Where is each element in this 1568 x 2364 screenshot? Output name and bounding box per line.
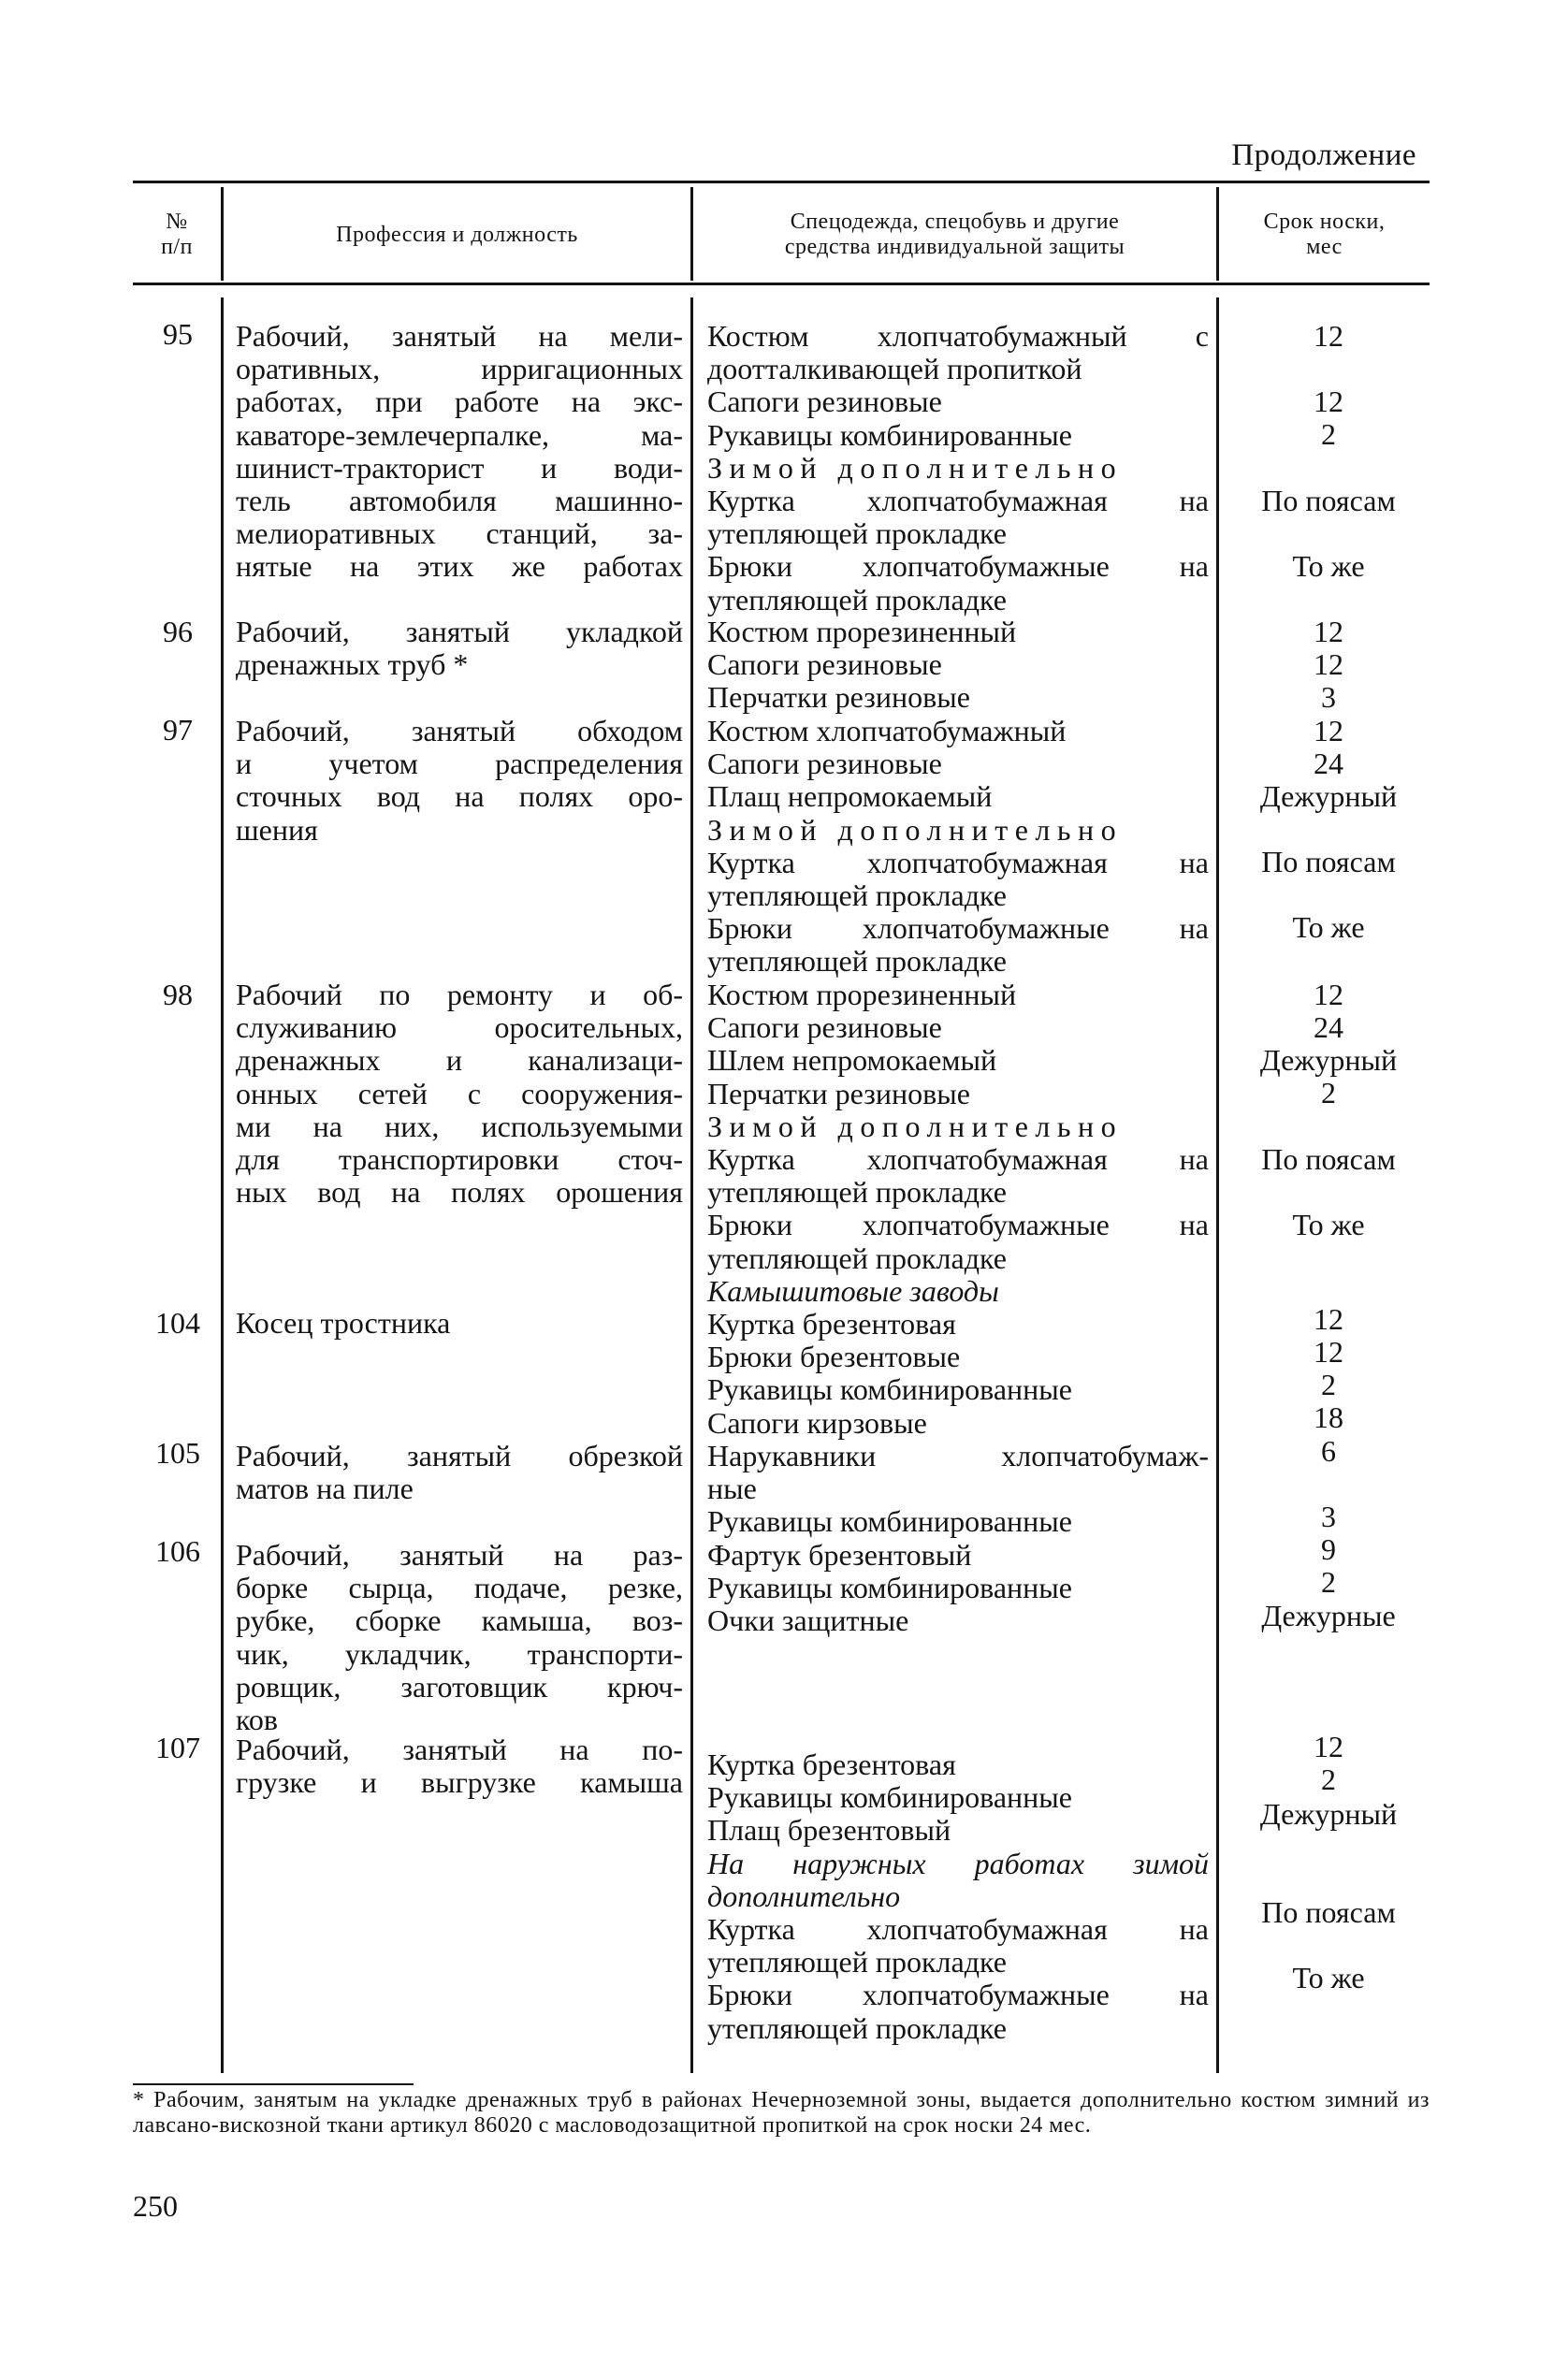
header-equipment — [693, 187, 1216, 283]
row-107-equipment-line: дополнительно — [707, 1878, 901, 1913]
row-97-profession — [236, 715, 683, 847]
row-106-equipment-line: Рукавицы комбинированные — [707, 1571, 1072, 1605]
row-95-profession-line: оративных, ирригационных — [236, 352, 683, 386]
row-107-equipment-line: Брюки хлопчатобумажные на — [707, 1978, 1209, 2012]
row-105-equipment-line: Рукавицы комбинированные — [707, 1504, 1072, 1539]
row-95-equipment-line: утепляющей прокладке — [707, 582, 1007, 616]
row-96-term: 3 — [1321, 680, 1336, 714]
row-96-equipment-line: Сапоги резиновые — [707, 647, 942, 682]
row-97-equipment — [707, 715, 1209, 979]
header-profession-text: Профессия и должность — [336, 222, 578, 247]
row-98-equipment-line: Куртка хлопчатобумажная на — [707, 1142, 1209, 1177]
row-95-profession-line: тель автомобиля машинно- — [236, 484, 683, 518]
row-107-number: 107 — [155, 1731, 200, 1764]
row-96-number: 96 — [163, 615, 193, 648]
row-98-term: 12 — [1314, 978, 1343, 1011]
row-98-profession-line: ных вод на полях орошения — [236, 1175, 683, 1210]
row-95-equipment-line: утепляющей прокладке — [707, 516, 1007, 551]
row-97-equipment-line: Сапоги резиновые — [707, 747, 942, 781]
row-97-term: По поясам — [1261, 845, 1396, 878]
footnote: * Рабочим, занятым на укладке дренажных труб в районах Нечерноземной зоны, выдается дополнительно костюм зимний из лавсано-вискозной ткани артикул 86020 с масловодозащитной пропиткой на срок носки 24 мес. — [133, 2088, 1430, 2138]
row-95-equipment-line: доотталкивающей пропиткой — [707, 352, 1082, 386]
row-105-equipment-line: ные — [707, 1472, 757, 1506]
row-106-number: 106 — [155, 1534, 200, 1568]
row-98-profession-line: онных сетей с сооружения- — [236, 1076, 683, 1110]
row-104-equipment-line: Куртка брезентовая — [707, 1307, 956, 1341]
row-95-profession-line: Рабочий, занятый на мели- — [236, 319, 683, 353]
row-104-term: 18 — [1314, 1400, 1343, 1434]
row-97-equipment-line: Костюм хлопчатобумажный — [707, 714, 1067, 747]
header-number-line-1: № — [166, 210, 188, 234]
row-95-equipment-line: Брюки хлопчатобумажные на — [707, 549, 1209, 584]
row-104-term: 2 — [1321, 1368, 1336, 1401]
row-105-term: 6 — [1321, 1434, 1336, 1468]
row-106-term: Дежурные — [1261, 1599, 1396, 1632]
row-98-equipment-line: Брюки хлопчатобумажные на — [707, 1208, 1209, 1242]
row-106-term: 9 — [1321, 1532, 1336, 1566]
row-107-equipment-line: На наружных работах зимой — [707, 1846, 1209, 1880]
row-98-number: 98 — [163, 978, 193, 1011]
header-equipment-line-2: средства индивидуальной защиты — [784, 235, 1125, 259]
header-term — [1219, 187, 1430, 283]
row-104-profession-line: Косец тростника — [236, 1306, 451, 1340]
row-107-term: По поясам — [1261, 1895, 1396, 1929]
body-divider-2 — [690, 297, 693, 2073]
row-95-equipment-line: Куртка хлопчатобумажная на — [707, 484, 1209, 518]
row-107-equipment-line: Рукавицы комбинированные — [707, 1780, 1072, 1815]
row-104-term: 12 — [1314, 1335, 1343, 1369]
row-106-profession-line: борке сырца, подаче, резке, — [236, 1571, 683, 1605]
row-104-equipment-line: Сапоги кирзовые — [707, 1405, 927, 1440]
row-106-profession — [236, 1539, 683, 1736]
footnote-rule — [133, 2083, 414, 2085]
row-104-equipment-line: Брюки брезентовые — [707, 1340, 961, 1374]
row-98-term: 2 — [1321, 1076, 1336, 1109]
row-97-equipment-line: Куртка хлопчатобумажная на — [707, 845, 1209, 879]
row-106-profession-line: Рабочий, занятый на раз- — [236, 1538, 683, 1572]
header-term-line-1: Срок носки, — [1263, 210, 1386, 234]
row-107-equipment-line: утепляющей прокладке — [707, 2010, 1007, 2045]
row-98-profession-line: для транспортировки сточ- — [236, 1142, 683, 1177]
row-106-profession-line: ков — [236, 1703, 279, 1737]
row-106-equipment — [707, 1539, 1209, 1638]
row-107-equipment-line: Куртка хлопчатобумажная на — [707, 1912, 1209, 1947]
row-95-equipment-line: Костюм хлопчатобумажный с — [707, 319, 1209, 353]
row-95-term: По поясам — [1261, 484, 1396, 517]
row-104-term: 12 — [1314, 1302, 1343, 1336]
row-98-term: По поясам — [1261, 1142, 1396, 1176]
row-98-equipment-line: Перчатки резиновые — [707, 1076, 970, 1110]
row-107-equipment — [707, 1748, 1209, 2045]
row-96-term: 12 — [1314, 615, 1343, 648]
row-95-term: 2 — [1321, 417, 1336, 451]
row-97-equipment-line: Плащ непромокаемый — [707, 779, 993, 814]
row-98-term: 24 — [1314, 1010, 1343, 1044]
row-98-equipment-line: Костюм прорезиненный — [707, 978, 1017, 1011]
row-104-equipment-line: Рукавицы комбинированные — [707, 1372, 1072, 1407]
body-divider-3 — [1216, 297, 1219, 2073]
row-106-equipment-line: Фартук брезентовый — [707, 1538, 972, 1572]
row-107-profession — [236, 1733, 683, 1799]
body-divider-1 — [221, 297, 224, 2073]
row-107-term: Дежурный — [1259, 1797, 1398, 1831]
row-105-equipment-line: Нарукавники хлопчатобумаж- — [707, 1439, 1209, 1472]
row-105-profession-line: матов на пиле — [236, 1472, 414, 1506]
row-107-profession-line: грузке и выгрузке камыша — [236, 1765, 683, 1800]
row-107-term: 12 — [1314, 1730, 1343, 1763]
row-107-equipment-line: Куртка брезентовая — [707, 1748, 956, 1781]
row-97-profession-line: шения — [236, 812, 318, 847]
row-98-profession-line: служиванию оросительных, — [236, 1010, 683, 1045]
row-95-number: 95 — [163, 317, 193, 351]
row-95-equipment — [707, 320, 1209, 616]
row-97-profession-line: и учетом распределения — [236, 747, 683, 781]
row-105-term: 3 — [1321, 1500, 1336, 1533]
row-97-equipment-line: утепляющей прокладке — [707, 878, 1007, 913]
table-top-rule — [133, 181, 1430, 183]
row-96-profession — [236, 616, 683, 681]
row-95-profession-line: каваторе-землечерпалке, ма- — [236, 417, 683, 452]
row-107-term: 2 — [1321, 1762, 1336, 1796]
row-96-profession-line: Рабочий, занятый укладкой — [236, 615, 683, 648]
header-number — [133, 187, 221, 283]
row-98-equipment-line: Сапоги резиновые — [707, 1010, 942, 1045]
row-95-term: 12 — [1314, 384, 1343, 418]
row-98-profession — [236, 979, 683, 1209]
header-profession — [224, 187, 690, 283]
row-97-equipment-line: Зимой дополнительно — [707, 812, 1124, 847]
header-equipment-line-1: Спецодежда, спецобувь и другие — [790, 210, 1120, 234]
row-106-profession-line: рубке, сборке камыша, воз- — [236, 1603, 683, 1638]
row-105-profession-line: Рабочий, занятый обрезкой — [236, 1439, 683, 1472]
row-105-profession — [236, 1440, 683, 1505]
header-term-line-2: мес — [1306, 235, 1343, 259]
row-106-term: 2 — [1321, 1565, 1336, 1599]
row-98-equipment-line: утепляющей прокладке — [707, 1240, 1007, 1275]
row-95-equipment-line: Зимой дополнительно — [707, 450, 1124, 485]
row-98-profession-line: дренажных и канализаци- — [236, 1043, 683, 1078]
row-98-term: То же — [1292, 1208, 1365, 1241]
row-97-equipment-line: утепляющей прокладке — [707, 944, 1007, 979]
row-107-equipment-line: утепляющей прокладке — [707, 1945, 1007, 1980]
row-98-term: Дежурный — [1259, 1043, 1398, 1077]
row-96-equipment-line: Перчатки резиновые — [707, 680, 970, 715]
row-95-term: То же — [1292, 549, 1365, 583]
row-98-equipment-line: утепляющей прокладке — [707, 1175, 1007, 1210]
row-95-profession-line: работах, при работе на экс- — [236, 384, 683, 419]
row-97-term: Дежурный — [1259, 779, 1398, 813]
row-106-profession-line: ровщик, заготовщик крюч- — [236, 1669, 683, 1704]
row-104-number: 104 — [155, 1306, 200, 1340]
row-95-profession-line: мелиоративных станций, за- — [236, 516, 683, 551]
row-96-equipment-line: Костюм прорезиненный — [707, 615, 1017, 648]
row-97-term: То же — [1292, 910, 1365, 944]
row-97-profession-line: сточных вод на полях оро- — [236, 779, 683, 814]
section-heading-text: Камышитовые заводы — [707, 1274, 999, 1308]
row-95-profession — [236, 320, 683, 584]
table-header-rule — [133, 283, 1430, 285]
row-97-number: 97 — [163, 713, 193, 747]
page-number: 250 — [133, 2189, 178, 2223]
row-97-equipment-line: Брюки хлопчатобумажные на — [707, 911, 1209, 946]
section-heading-reed-plants — [707, 1275, 1209, 1308]
row-97-term: 12 — [1314, 714, 1343, 747]
row-95-term: 12 — [1314, 319, 1343, 353]
row-106-equipment-line: Очки защитные — [707, 1603, 909, 1638]
row-105-number: 105 — [155, 1436, 200, 1470]
row-104-profession — [236, 1307, 683, 1340]
row-95-profession-line: шинист-тракторист и води- — [236, 450, 683, 485]
row-98-equipment-line: Шлем непромокаемый — [707, 1043, 997, 1078]
row-104-equipment — [707, 1308, 1209, 1440]
row-107-profession-line: Рабочий, занятый на по- — [236, 1733, 683, 1766]
row-95-profession-line: нятые на этих же работах — [236, 549, 683, 584]
continuation-label: Продолжение — [1231, 138, 1416, 172]
row-95-equipment-line: Рукавицы комбинированные — [707, 417, 1072, 452]
row-96-term: 12 — [1314, 647, 1343, 681]
row-105-equipment — [707, 1440, 1209, 1539]
header-number-line-2: п/п — [161, 235, 193, 259]
row-106-profession-line: чик, укладчик, транспорти- — [236, 1636, 683, 1671]
row-97-term: 24 — [1314, 747, 1343, 780]
row-96-profession-line: дренажных труб * — [236, 647, 469, 682]
row-98-profession-line: ми на них, используемыми — [236, 1109, 683, 1143]
row-95-equipment-line: Сапоги резиновые — [707, 384, 942, 419]
row-98-equipment — [707, 979, 1209, 1275]
row-98-profession-line: Рабочий по ремонту и об- — [236, 978, 683, 1011]
row-107-term: То же — [1292, 1961, 1365, 1994]
row-97-profession-line: Рабочий, занятый обходом — [236, 714, 683, 747]
row-107-equipment-line: Плащ брезентовый — [707, 1813, 951, 1848]
row-98-equipment-line: Зимой дополнительно — [707, 1109, 1124, 1143]
row-96-equipment — [707, 616, 1209, 715]
